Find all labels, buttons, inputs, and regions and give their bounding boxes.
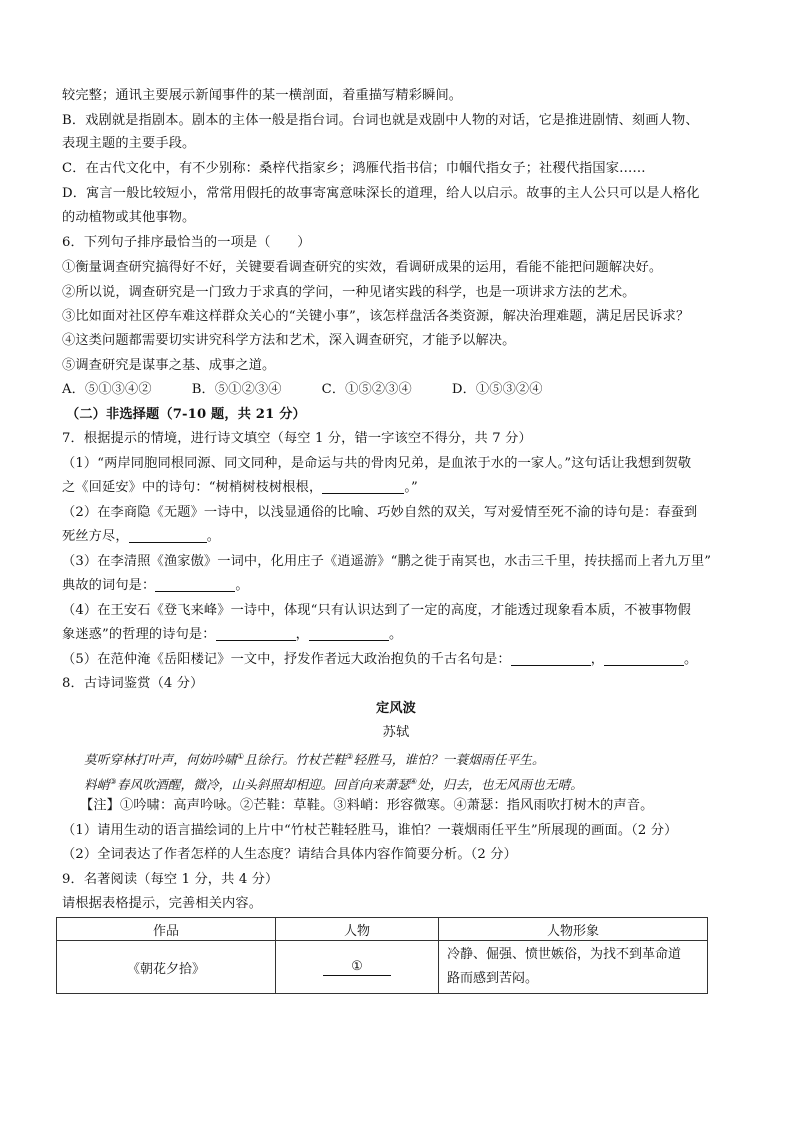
poem-text: 料峭 bbox=[84, 777, 110, 793]
image-line: 路而感到苦闷。 bbox=[447, 971, 539, 986]
q8-1: （1）请用生动的语言描绘词的上片中“竹杖芒鞋轻胜马，谁怕？一蓑烟雨任平生”所展现的画面。（2 分） bbox=[62, 823, 678, 838]
poem-text: 春风吹酒醒，微冷，山头斜照却相迎。回首向来萧瑟 bbox=[116, 777, 410, 793]
fill-blank[interactable] bbox=[604, 651, 684, 666]
poem-title: 定风波 bbox=[375, 701, 416, 716]
poem-text: 轻胜马，谁怕？一蓑烟雨任平生。 bbox=[353, 752, 545, 768]
sentence-5: ⑤调查研究是谋事之基、成事之道。 bbox=[62, 358, 276, 373]
section-heading: （二）非选择题（7-10 题，共 21 分） bbox=[66, 407, 306, 422]
table-header: 人物 bbox=[276, 918, 439, 941]
fill-blank[interactable] bbox=[155, 577, 235, 592]
table-header-row bbox=[57, 918, 708, 941]
question-9: 9．名著阅读（每空 1 分，共 4 分） bbox=[62, 872, 279, 887]
text-line: 较完整；通讯主要展示新闻事件的某一横剖面，着重描写精彩瞬间。 bbox=[62, 88, 463, 103]
q7-5-sep: ， bbox=[590, 652, 605, 667]
q8-2: （2）全词表达了作者怎样的人生态度？请结合具体内容作简要分析。（2 分） bbox=[62, 847, 517, 862]
table-header: 作品 bbox=[57, 918, 276, 941]
q7-2-line2 bbox=[62, 527, 732, 547]
answer-blank[interactable]: ① bbox=[323, 959, 391, 976]
q7-5-line bbox=[62, 650, 732, 670]
option-b-line2: 表现主题的主要手段。 bbox=[62, 136, 196, 151]
table-row bbox=[57, 941, 708, 994]
reading-table bbox=[56, 917, 708, 994]
q7-3-text: 典故的词句是： bbox=[62, 578, 156, 593]
q7-3-end: 。 bbox=[235, 578, 249, 593]
table-cell-work: 《朝花夕拾》 bbox=[57, 941, 276, 994]
fill-blank[interactable] bbox=[129, 528, 207, 543]
sentence-1: ①衡量调查研究搞得好不好，关键要看调查研究的实效，看调研成果的运用，看能不能把问题解决好。 bbox=[62, 260, 663, 275]
q7-4-line2 bbox=[62, 625, 732, 645]
sentence-3: ③比如面对社区停车难这样群众关心的“关键小事”，该怎样盘活各类资源，解决治理难题，满足居民诉求？ bbox=[62, 309, 690, 324]
fill-blank[interactable] bbox=[511, 651, 591, 666]
q7-1-text: 之《回延安》中的诗句：“树梢树枝树根根， bbox=[62, 480, 323, 495]
answer-options: A．⑤①③④② B．⑤①②③④ C．①⑤②③④ D．①⑤③②④ bbox=[62, 382, 543, 397]
q7-4-sep: ， bbox=[295, 627, 309, 642]
option-b-line1: B．戏剧就是指剧本。剧本的主体一般是指台词。台词也就是戏剧中人物的对话，它是推进剧情、刻画人物、 bbox=[62, 113, 699, 128]
q7-3-line2 bbox=[62, 576, 732, 596]
question-6: 6．下列句子排序最恰当的一项是（ ） bbox=[62, 235, 311, 250]
question-8: 8．古诗词鉴赏（4 分） bbox=[62, 676, 204, 691]
q7-5-text: （5）在范仲淹《岳阳楼记》一文中，抒发作者远大政治抱负的千古名句是： bbox=[62, 652, 511, 667]
image-line: 冷静、倔强、愤世嫉俗，为找不到革命道 bbox=[447, 947, 682, 962]
sentence-4: ④这类问题都需要切实讲究科学方法和艺术，深入调查研究，才能予以解决。 bbox=[62, 333, 516, 348]
option-d-line1: D．寓言一般比较短小，常常用假托的故事寄寓意味深长的道理，给人以启示。故事的主人公只可以是人格化 bbox=[62, 186, 700, 201]
q7-1-line1: （1）“两岸同胞同根同源、同文同种，是命运与共的骨肉兄弟，是血浓于水的一家人。”这句话让我想到贺敬 bbox=[62, 456, 692, 471]
footnote-mark: ① bbox=[236, 752, 245, 761]
q7-4-line1: （4）在王安石《登飞来峰》一诗中，体现“只有认识达到了一定的高度，才能透过现象看本质，不被事物假 bbox=[62, 603, 691, 618]
q7-1-end: 。” bbox=[404, 480, 418, 495]
q7-1-line2 bbox=[62, 478, 732, 498]
option-c: C．在古代文化中，有不少别称：桑梓代指家乡；鸿雁代指书信；巾帼代指女子；社稷代指国家…… bbox=[62, 161, 646, 176]
q7-2-line1: （2）在李商隐《无题》一诗中，以浅显通俗的比喻、巧妙自然的双关，写对爱情至死不渝的诗句是：春蚕到 bbox=[62, 505, 698, 520]
table-cell-person[interactable] bbox=[276, 941, 439, 994]
poem-line-1 bbox=[84, 747, 732, 770]
option-d-line2: 的动植物或其他事物。 bbox=[62, 210, 196, 225]
fill-blank[interactable] bbox=[322, 479, 404, 494]
fill-blank[interactable] bbox=[216, 626, 296, 641]
sentence-2: ②所以说，调查研究是一门致力于求真的学问，一种见诸实践的科学，也是一项讲求方法的艺术。 bbox=[62, 285, 636, 300]
footnote-mark: ④ bbox=[409, 777, 418, 786]
q7-4-end: 。 bbox=[388, 627, 403, 642]
poem-notes: 【注】①吟啸：高声吟咏。②芒鞋：草鞋。③料峭：形容微寒。④萧瑟：指风雨吹打树木的声音。 bbox=[80, 798, 654, 813]
q9-intro: 请根据表格提示，完善相关内容。 bbox=[62, 896, 263, 911]
question-7: 7．根据提示的情境，进行诗文填空（每空 1 分，错一字该空不得分，共 7 分） bbox=[62, 431, 532, 446]
footnote-mark: ② bbox=[346, 752, 354, 761]
poem-text: 且徐行。竹杖芒鞋 bbox=[244, 752, 347, 768]
table-header: 人物形象 bbox=[439, 918, 708, 941]
q7-3-line1: （3）在李清照《渔家傲》一词中，化用庄子《逍遥游》“鹏之徙于南冥也，水击三千里，抟扶摇而上者九万里” bbox=[62, 554, 712, 569]
poem-text: 处，归去，也无风雨也无晴。 bbox=[417, 777, 583, 793]
q7-2-text: 死丝方尽， bbox=[62, 529, 129, 544]
q7-2-end: 。 bbox=[206, 529, 221, 544]
q7-5-end: 。 bbox=[684, 652, 698, 667]
fill-blank[interactable] bbox=[309, 626, 389, 641]
q7-4-text: 象迷惑”的哲理的诗句是： bbox=[62, 627, 216, 642]
poem-author: 苏轼 bbox=[382, 725, 410, 740]
poem-text: 莫听穿林打叶声，何妨吟啸 bbox=[84, 752, 237, 768]
poem-line-2 bbox=[84, 772, 732, 795]
table-cell-image bbox=[439, 941, 708, 994]
footnote-mark: ③ bbox=[109, 777, 117, 786]
